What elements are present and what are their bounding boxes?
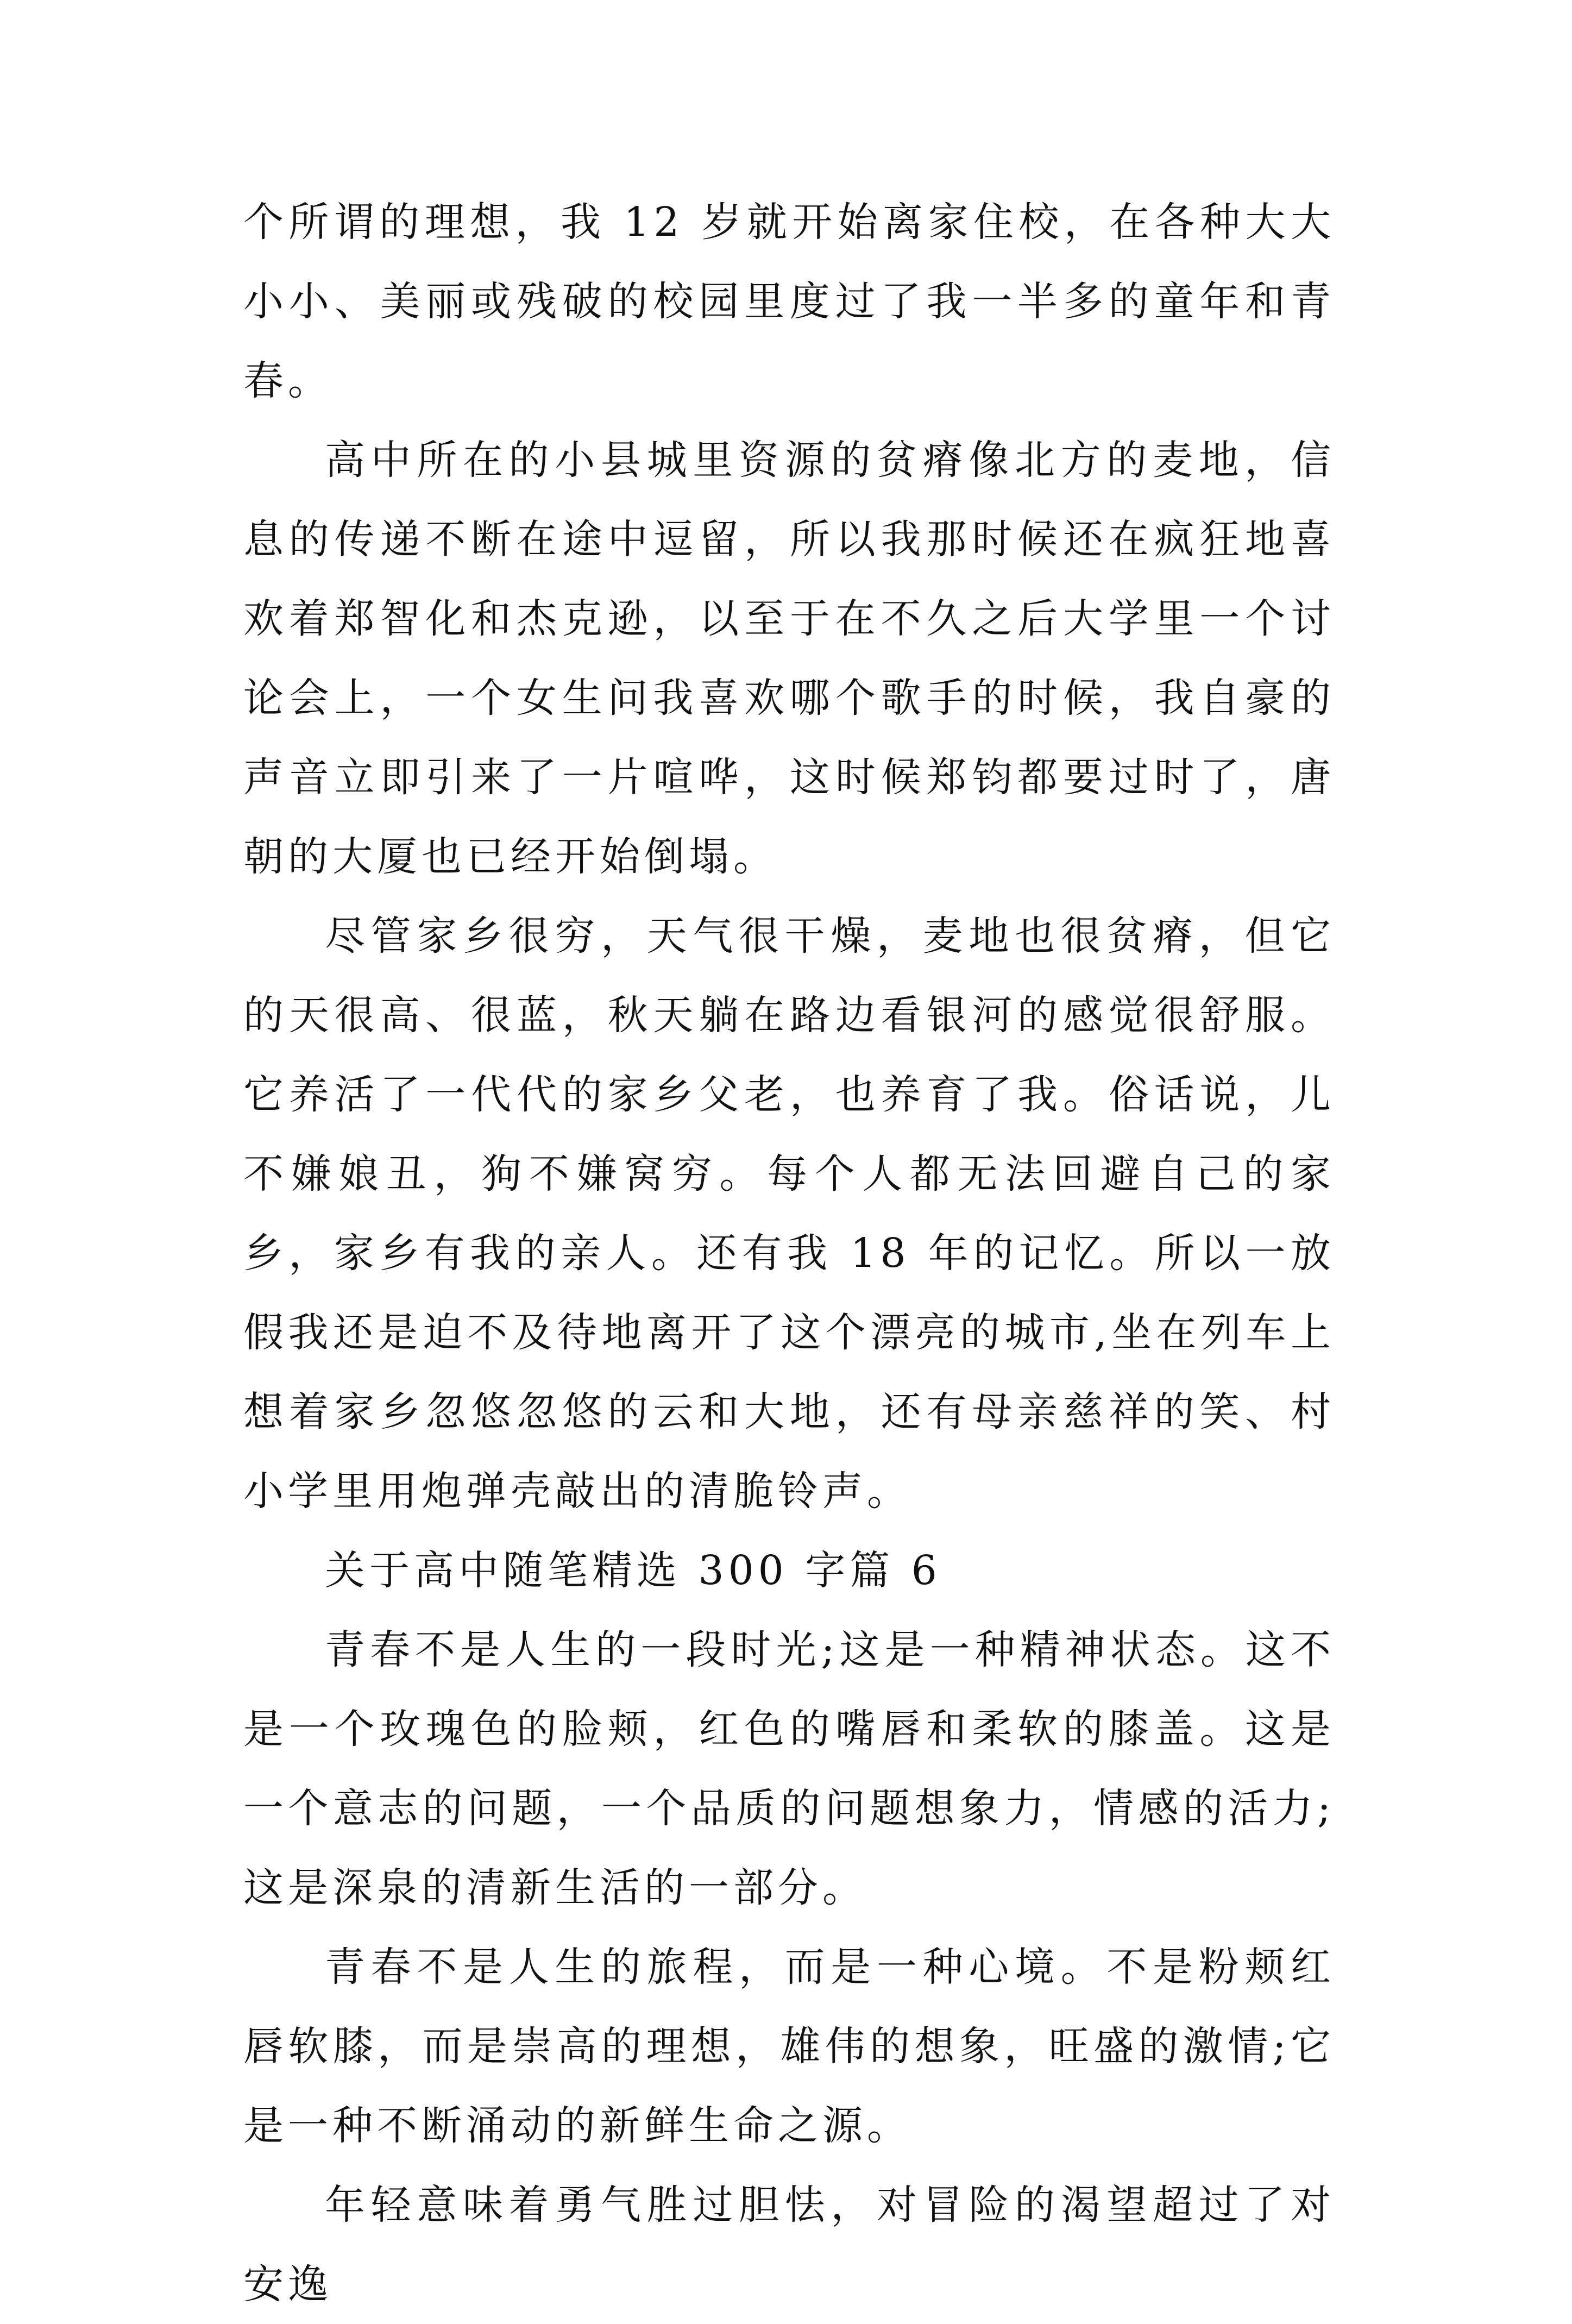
- paragraph: 个所谓的理想，我 12 岁就开始离家住校，在各种大大小小、美丽或残破的校园里度过了我一半多的童年和青春。: [243, 199, 1335, 404]
- document-body: [243, 183, 1335, 2324]
- section-heading: 关于高中随笔精选 300 字篇 6: [325, 1547, 941, 1594]
- paragraph: 年轻意味着勇气胜过胆怯，对冒险的渴望超过了对安逸: [243, 2182, 1335, 2308]
- paragraph: 青春不是人生的旅程，而是一种心境。不是粉颊红唇软膝，而是崇高的理想，雄伟的想象，旺盛的激情;它是一种不断涌动的新鲜生命之源。: [243, 1944, 1335, 2149]
- paragraph: 青春不是人生的一段时光;这是一种精神状态。这不是一个玫瑰色的脸颊，红色的嘴唇和柔软的膝盖。这是一个意志的问题，一个品质的问题想象力，情感的活力;这是深泉的清新生活的一部分。: [243, 1626, 1335, 1911]
- paragraph: 高中所在的小县城里资源的贫瘠像北方的麦地，信息的传递不断在途中逗留，所以我那时候还在疯狂地喜欢着郑智化和杰克逊，以至于在不久之后大学里一个讨论会上，一个女生问我喜欢哪个歌手的时候，我自豪的声音立即引来了一片喧哗，这时候郑钧都要过时了，唐朝的大厦也已经开始倒塌。: [243, 437, 1335, 880]
- paragraph: 尽管家乡很穷，天气很干燥，麦地也很贫瘠，但它的天很高、很蓝，秋天躺在路边看银河的感觉很舒服。它养活了一代代的家乡父老，也养育了我。俗话说，儿不嫌娘丑，狗不嫌窝穷。每个人都无法回避自己的家乡，家乡有我的亲人。还有我 18 年的记忆。所以一放假我还是迫不及待地离开了这个漂亮的城市,坐在列车上想着家乡忽悠忽悠的云和大地，还有母亲慈祥的笑、村小学里用炮弹壳敲出的清脆铃声。: [243, 913, 1335, 1515]
